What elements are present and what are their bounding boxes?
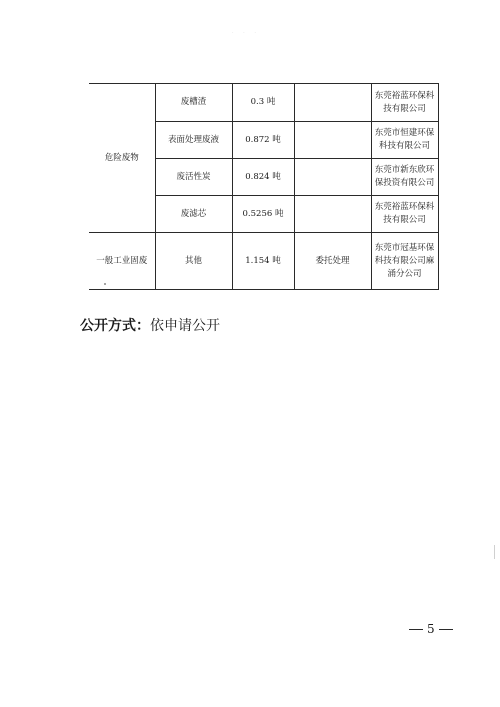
scan-edge-mark <box>494 545 495 559</box>
waste-amount-cell: 0.824 吨 <box>232 159 294 196</box>
table-row <box>89 84 438 122</box>
disposal-company-cell: 东莞裕蓝环保科技有限公司 <box>371 196 438 233</box>
waste-amount-cell: 0.5256 吨 <box>232 196 294 233</box>
disclosure-value: 依申请公开 <box>150 318 220 334</box>
disposal-method-cell <box>294 122 371 159</box>
waste-name-cell: 废滤芯 <box>155 196 232 233</box>
waste-amount-cell: 0.3 吨 <box>232 84 294 122</box>
page-number-dash-left <box>409 629 423 630</box>
disposal-method-cell <box>294 196 371 233</box>
scan-artifact: · · · <box>232 30 260 36</box>
disclosure-method <box>80 317 220 335</box>
table-row <box>89 233 438 290</box>
waste-name-cell: 表面处理废液 <box>155 122 232 159</box>
category-general-cell: 一般工业固废 <box>89 233 155 290</box>
disposal-company-cell: 东莞市冠基环保科技有限公司麻涌分公司 <box>371 233 438 290</box>
disposal-company-cell: 东莞市新东欣环保投资有限公司 <box>371 159 438 196</box>
scan-speck <box>104 283 106 285</box>
disposal-method-cell <box>294 84 371 122</box>
page-number-value: 5 <box>427 622 435 636</box>
waste-disposal-table <box>89 83 439 290</box>
disposal-company-cell: 东莞市恒建环保科技有限公司 <box>371 122 438 159</box>
disposal-method-cell <box>294 159 371 196</box>
category-hazardous-cell: 危险废物 <box>89 84 155 233</box>
waste-name-cell: 废槽渣 <box>155 84 232 122</box>
disclosure-label: 公开方式： <box>80 318 150 334</box>
disposal-company-cell: 东莞裕蓝环保科技有限公司 <box>371 84 438 122</box>
disposal-method-cell: 委托处理 <box>294 233 371 290</box>
waste-amount-cell: 1.154 吨 <box>232 233 294 290</box>
waste-name-cell: 其他 <box>155 233 232 290</box>
page-number-dash-right <box>439 629 453 630</box>
waste-name-cell: 废活性炭 <box>155 159 232 196</box>
waste-amount-cell: 0.872 吨 <box>232 122 294 159</box>
page-number <box>405 621 457 637</box>
